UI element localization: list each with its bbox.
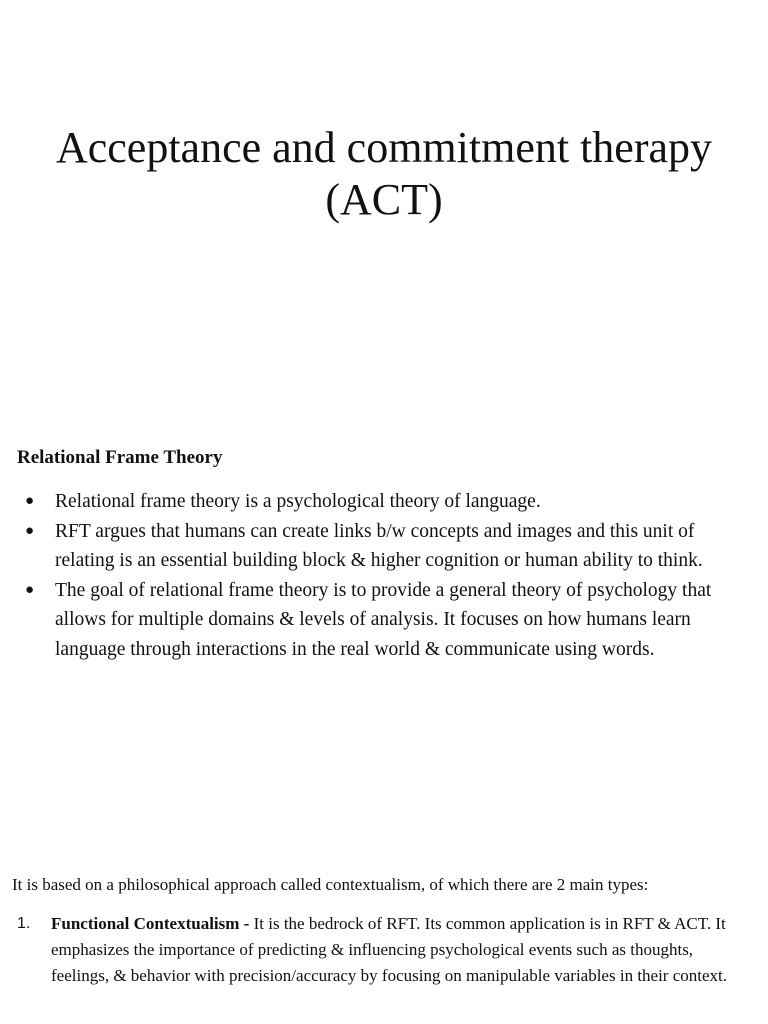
contextualism-intro: It is based on a philosophical approach called contextualism, of which there are 2 main types: (12, 875, 649, 894)
bullet-text: Relational frame theory is a psychological theory of language. (55, 491, 541, 512)
item-number: 1. (17, 915, 31, 932)
bullet-dot: ● (25, 522, 35, 539)
bullet-item (0, 576, 768, 665)
page-title-line-2: (ACT) (325, 175, 443, 224)
item-text: It is the bedrock of RFT. Its common application is in RFT & ACT. It emphasizes the importance of predicting & influencing psychological events such as thoughts, feelings, & behavior with precision/accuracy by focusing on manipulable variables in their context. (51, 914, 728, 985)
bullet-item (0, 517, 768, 576)
bullet-text: The goal of relational frame theory is to provide a general theory of psychology that allows for multiple domains & levels of analysis. It focuses on how humans learn language through interactions in the real world & communicate using words. (55, 579, 712, 660)
numbered-item (0, 911, 768, 989)
bullet-item (0, 487, 768, 517)
page-title (0, 122, 768, 226)
numbered-list (0, 911, 768, 989)
section-heading: Relational Frame Theory (17, 447, 223, 468)
bullet-dot: ● (25, 581, 35, 598)
bullet-dot: ● (25, 493, 35, 509)
bullet-list (0, 487, 768, 664)
bullet-text: RFT argues that humans can create links b/w concepts and images and this unit of relating is an essential building block & higher cognition or human ability to think. (55, 520, 703, 571)
item-term: Functional Contextualism - (51, 914, 250, 933)
page-title-line-1: Acceptance and commitment therapy (55, 123, 713, 172)
